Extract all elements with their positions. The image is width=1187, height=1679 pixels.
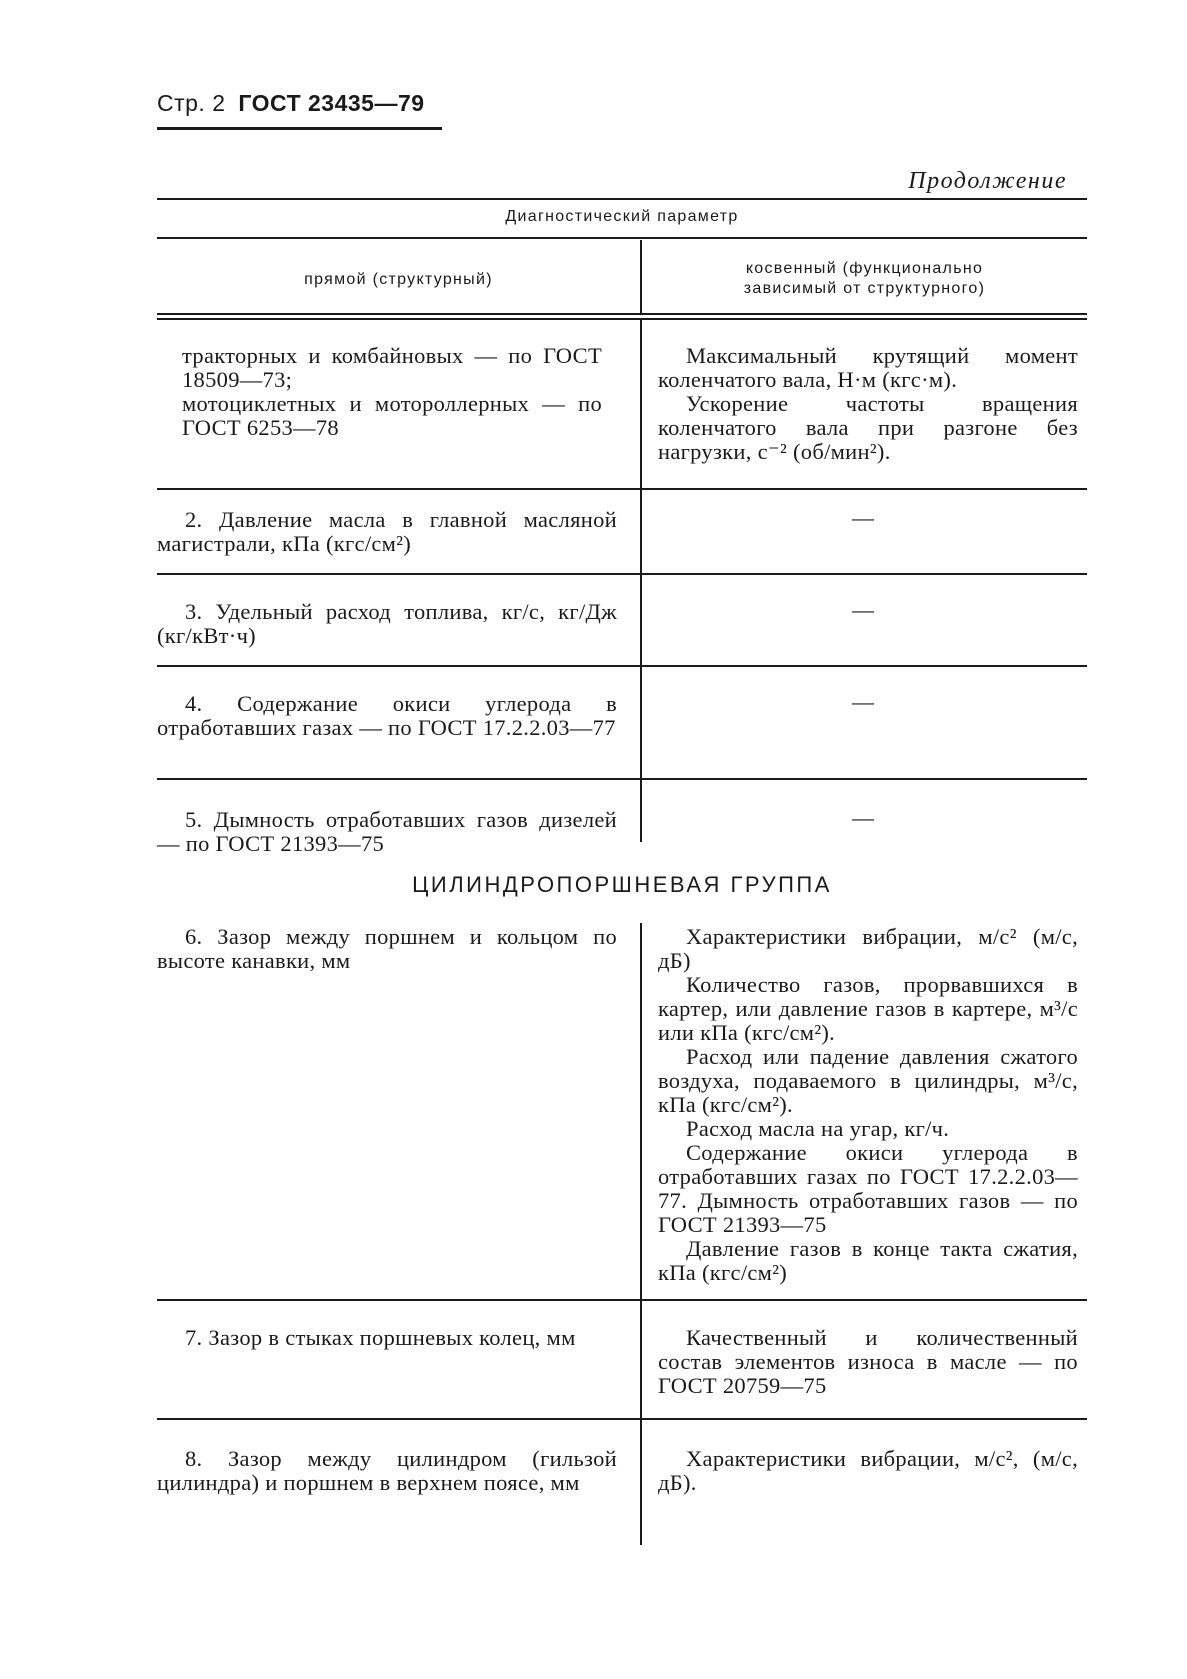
row-3-right-dash: — — [852, 597, 874, 622]
column-header-right-line1: косвенный (функционально — [745, 260, 984, 277]
row-7-left — [157, 1326, 617, 1350]
gost-code: ГОСТ 23435—79 — [238, 90, 425, 116]
row-6-left-p1: 6. Зазор между поршнем и кольцом по высоте канавки, мм — [157, 924, 617, 973]
table-header-bottom-rule-2 — [157, 318, 1087, 320]
column-header-right-line2: зависимый от структурного) — [743, 280, 986, 297]
section-title: ЦИЛИНДРОПОРШНЕВАЯ ГРУППА — [412, 872, 832, 897]
table-header-main: Диагностический параметр — [505, 208, 739, 225]
row-3-left-p1: 3. Удельный расход топлива, кг/с, кг/Дж (кг/кВт·ч) — [157, 599, 617, 648]
row-3-left — [157, 600, 617, 648]
row-3-bottom-rule — [157, 665, 1087, 667]
row-1-bottom-rule — [157, 488, 1087, 490]
row-6-right-p3: Расход или падение давления сжатого воздуха, подаваемого в цилиндры, м³/с, кПа (кгс/см²). — [658, 1044, 1078, 1117]
table-header-divider — [157, 237, 1087, 239]
table-top-rule — [157, 198, 1087, 200]
column-divider-lower — [640, 923, 642, 1545]
row-5-left — [157, 808, 617, 856]
row-1-left-p1: тракторных и комбайновых — по ГОСТ 18509—73; — [182, 343, 602, 392]
row-2-left — [157, 508, 617, 556]
row-1-left — [182, 344, 602, 440]
row-2-left-p1: 2. Давление масла в главной масляной магистрали, кПа (кгс/см²) — [157, 507, 617, 556]
row-7-bottom-rule — [157, 1418, 1087, 1420]
row-6-right-p4: Расход масла на угар, кг/ч. — [686, 1116, 950, 1141]
page-label: Стр. 2 — [157, 90, 226, 116]
row-2-right-dash: — — [852, 505, 874, 530]
row-1-right-p2: Ускорение частоты вращения коленчатого вала при разгоне без нагрузки, с⁻² (об/мин²). — [658, 391, 1078, 464]
row-6-right-p6: Давление газов в конце такта сжатия, кПа (кгс/см²) — [658, 1236, 1078, 1285]
continuation-label: Продолжение — [908, 168, 1067, 194]
row-6-right-p1: Характеристики вибрации, м/с² (м/с, дБ) — [658, 924, 1078, 973]
row-7-right-p1: Качественный и количественный состав элементов износа в масле — по ГОСТ 20759—75 — [658, 1325, 1078, 1398]
table-header-bottom-rule-1 — [157, 313, 1087, 315]
row-4-bottom-rule — [157, 778, 1087, 780]
row-5-left-p1: 5. Дымность отработавших газов дизелей — по ГОСТ 21393—75 — [157, 807, 617, 856]
row-6-right-p2: Количество газов, прорвавшихся в картер, или давление газов в картере, м³/с или кПа (кгс/см²). — [658, 972, 1078, 1045]
row-1-right — [658, 344, 1078, 464]
row-2-bottom-rule — [157, 573, 1087, 575]
column-header-right — [642, 259, 1087, 299]
row-4-left-p1: 4. Содержание окиси углерода в отработавших газах — по ГОСТ 17.2.2.03—77 — [157, 691, 617, 740]
row-6-right — [658, 925, 1078, 1285]
row-6-right-p5: Содержание окиси углерода в отработавших газах по ГОСТ 17.2.2.03—77. Дымность отработавших газов — по ГОСТ 21393—75 — [658, 1140, 1078, 1237]
row-8-left-p1: 8. Зазор между цилиндром (гильзой цилиндра) и поршнем в верхнем поясе, мм — [157, 1446, 617, 1495]
row-5-right-dash: — — [852, 805, 874, 830]
page-header — [157, 90, 425, 117]
row-8-right-p1: Характеристики вибрации, м/с², (м/с, дБ). — [658, 1446, 1078, 1495]
row-7-left-p1: 7. Зазор в стыках поршневых колец, мм — [185, 1325, 576, 1350]
row-4-left — [157, 692, 617, 740]
header-rule — [157, 127, 442, 130]
column-divider-upper — [640, 320, 642, 842]
row-8-left — [157, 1447, 617, 1495]
row-4-right-dash: — — [852, 689, 874, 714]
row-6-left — [157, 925, 617, 973]
row-1-right-p1: Максимальный крутящий момент коленчатого вала, Н·м (кгс·м). — [658, 343, 1078, 392]
row-6-bottom-rule — [157, 1299, 1087, 1301]
column-header-left: прямой (структурный) — [304, 271, 493, 288]
row-8-right — [658, 1447, 1078, 1495]
row-1-left-p2: мотоциклетных и мотороллерных — по ГОСТ 6253—78 — [182, 391, 602, 440]
row-7-right — [658, 1326, 1078, 1398]
